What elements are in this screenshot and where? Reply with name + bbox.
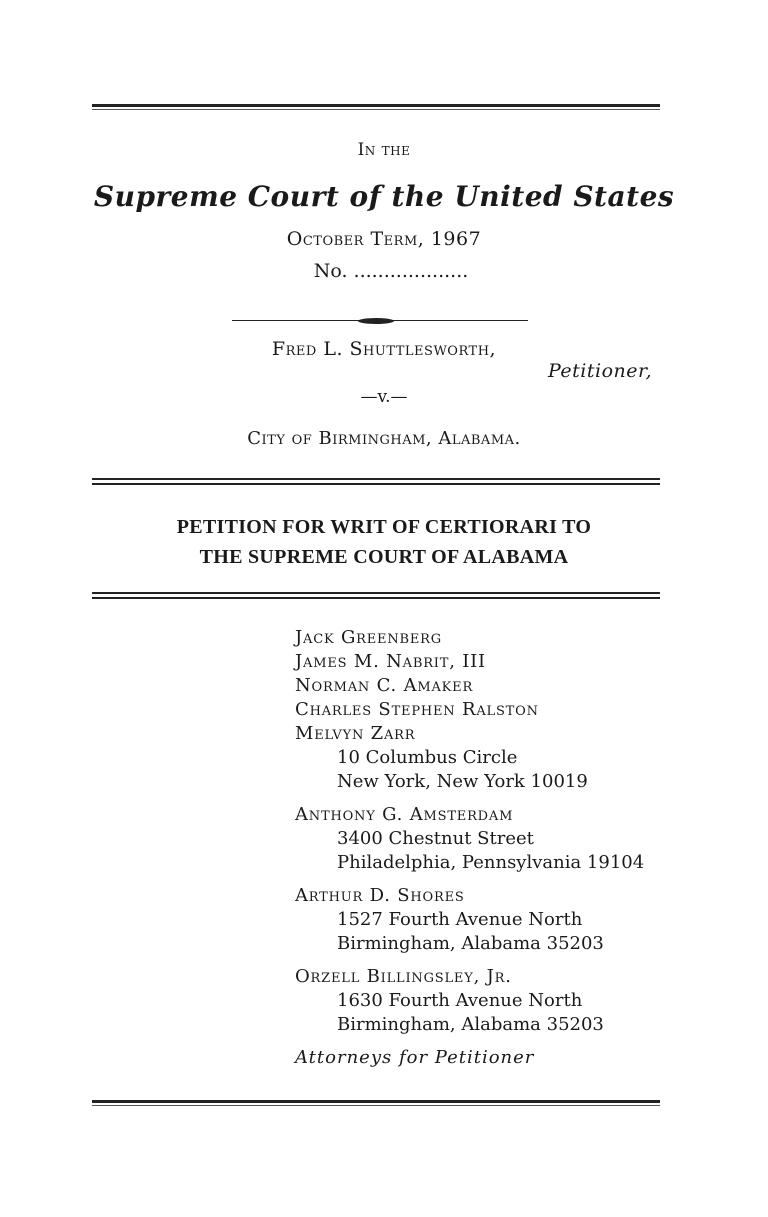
court-name: Supreme Court of the United States <box>93 180 675 213</box>
attorney-address: 1527 Fourth Avenue North <box>337 909 583 930</box>
attorney-block <box>295 626 644 1070</box>
attorney-address: New York, New York 10019 <box>337 771 588 792</box>
attorney-address: Birmingham, Alabama 35203 <box>337 1014 604 1035</box>
rule-above-title <box>92 478 660 485</box>
rule-below-title <box>92 592 660 599</box>
attorney-name: James M. Nabrit, III <box>295 651 486 672</box>
attorney-name: Orzell Billingsley, Jr. <box>295 966 512 987</box>
attorney-name: Charles Stephen Ralston <box>295 699 539 720</box>
attorney-group-1 <box>295 626 644 794</box>
attorney-name: Melvyn Zarr <box>295 723 416 744</box>
attorney-name: Anthony G. Amsterdam <box>295 804 514 825</box>
attorney-address: 3400 Chestnut Street <box>337 828 534 849</box>
petitioner-role: Petitioner, <box>548 360 653 382</box>
attorney-name: Arthur D. Shores <box>295 885 465 906</box>
petition-title-line1: PETITION FOR WRIT OF CERTIORARI TO <box>176 516 592 538</box>
bottom-rule <box>92 1100 660 1106</box>
petition-title-line2: THE SUPREME COURT OF ALABAMA <box>199 546 569 568</box>
petitioner-name: Fred L. Shuttlesworth, <box>271 338 497 360</box>
attorney-group-4 <box>295 965 644 1037</box>
respondent-name: City of Birmingham, Alabama. <box>247 428 521 449</box>
attorney-address: 10 Columbus Circle <box>337 747 518 768</box>
attorney-name: Norman C. Amaker <box>295 675 474 696</box>
in-the-label: In the <box>357 140 411 160</box>
versus-label: —v.— <box>360 387 408 407</box>
attorney-address: Birmingham, Alabama 35203 <box>337 933 604 954</box>
attorney-address: 1630 Fourth Avenue North <box>337 990 583 1011</box>
top-rule <box>92 104 660 110</box>
attorney-group-2 <box>295 803 644 875</box>
attorney-name: Jack Greenberg <box>295 627 442 648</box>
attorney-address: Philadelphia, Pennsylvania 19104 <box>337 852 645 873</box>
ornamental-divider <box>232 315 528 327</box>
term-label: October Term, 1967 <box>286 228 482 250</box>
docket-number: No. ................... <box>313 260 469 282</box>
attorney-group-3 <box>295 884 644 956</box>
attorneys-role: Attorneys for Petitioner <box>295 1047 535 1068</box>
